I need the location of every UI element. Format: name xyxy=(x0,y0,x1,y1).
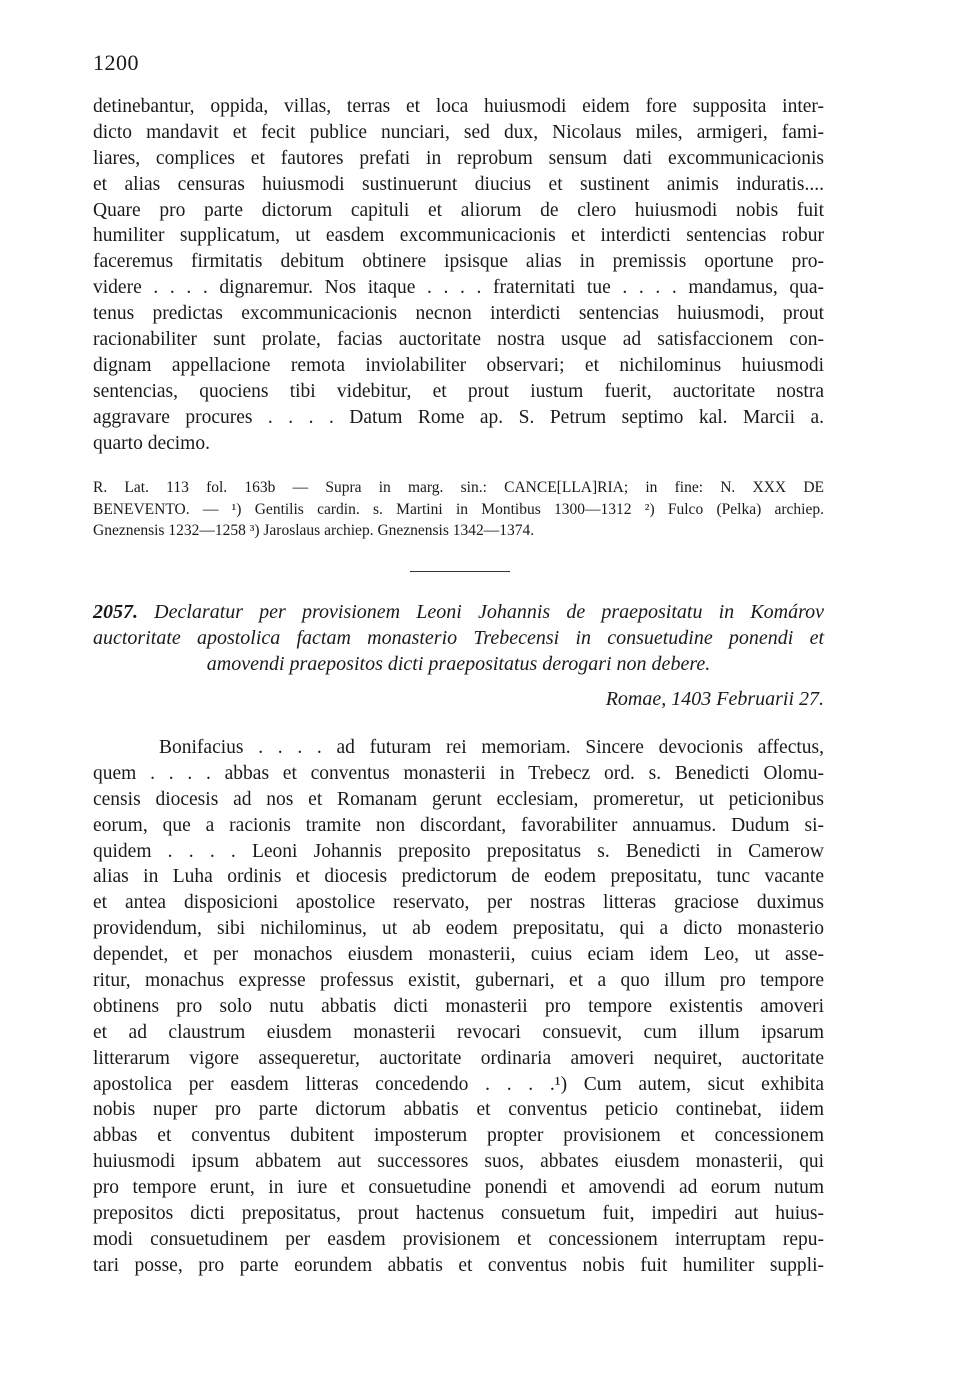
text-line: liares, complices et fautores prefati in reprobum sensum dati excommunicacionis xyxy=(93,147,824,169)
text-line: huiusmodi ipsum abbatem aut successores suos, abbates eiusdem monasterii, qui xyxy=(93,1151,824,1173)
text-line: et ad claustrum eiusdem monasterii revocari consuevit, cum illum ipsarum xyxy=(93,1021,824,1043)
document-body xyxy=(93,735,824,1279)
text-line: Quare pro parte dictorum capituli et aliorum de clero huiusmodi nobis fuit xyxy=(93,199,824,221)
text-line: litterarum vigore assequeretur, auctoritate ordinaria amoveri nequiret, auctoritate xyxy=(93,1047,824,1069)
text-line: videre . . . . dignaremur. Nos itaque . . . . fraternitati tue . . . . mandamus, qua- xyxy=(93,277,824,299)
text-line: prepositos dicti prepositatus, prout hactenus consuetum fuit, impediri aut huius- xyxy=(93,1203,824,1225)
note-line: BENEVENTO. — ¹) Gentilis cardin. s. Martini in Montibus 1300—1312 ²) Fulco (Pelka) archiep. xyxy=(93,500,824,518)
text-line: Bonifacius . . . . ad futuram rei memoriam. Sincere devocionis affectus, xyxy=(159,737,824,758)
text-line: detinebantur, oppida, villas, terras et loca huiusmodi eidem fore supposita inter- xyxy=(93,96,824,117)
text-line: censis diocesis ad nos et Romanam gerunt ecclesiam, promeretur, ut peticionibus xyxy=(93,788,824,810)
text-line: aggravare procures . . . . Datum Rome ap. S. Petrum septimo kal. Marcii a. xyxy=(93,406,824,428)
text-line: tari posse, pro parte eorundem abbatis et conventus nobis fuit humiliter suppli- xyxy=(93,1254,824,1276)
text-line: racionabiliter sunt prolate, facias auctoritate nostra usque ad satisfaccionem con- xyxy=(93,329,824,351)
heading-text: Declaratur per provisionem Leoni Johannis de praepositatu in Komárov xyxy=(154,601,825,623)
text-line: dependet, et per monachos eiusdem monasterii, cuius eciam idem Leo, ut asse- xyxy=(93,944,824,966)
text-line: tenus predictas excommunicacionis necnon interdicti sentencias huiusmodi, prout xyxy=(93,303,824,325)
heading-line: amovendi praepositos dicti praepositatus derogari non debere. xyxy=(206,652,711,675)
document-heading xyxy=(93,600,824,678)
text-line: quidem . . . . Leoni Johannis preposito prepositatus s. Benedicti in Camerow xyxy=(93,840,824,862)
page-number: 1200 xyxy=(93,50,139,75)
text-line: et antea disposicioni apostolice reservato, per nostras litteras graciose duximus xyxy=(93,892,824,914)
text-line: nobis nuper pro parte dictorum abbatis et conventus peticio continebat, iidem xyxy=(93,1099,824,1121)
text-line: obtinens pro solo nutu abbatis dicti monasterii pro tempore existentis amoveri xyxy=(93,995,824,1017)
text-line: pro tempore erunt, in iure et consuetudine ponendi et amovendi ad eorum nutum xyxy=(93,1177,824,1199)
note-line: Gneznensis 1232—1258 ³) Jaroslaus archiep. Gneznensis 1342—1374. xyxy=(93,522,535,539)
text-line: ritur, monachus expresse professus existit, gubernari, et a quo illum pro tempore xyxy=(93,970,824,992)
text-line: quarto decimo. xyxy=(93,432,210,454)
text-line: et alias censuras huiusmodi sustinuerunt diucius et sustinent animis induratis.... xyxy=(93,173,824,195)
text-line: modi consuetudinem per easdem provisionem et concessionem interruptam repu- xyxy=(93,1228,824,1250)
text-line: humiliter supplicatum, ut easdem excommunicacionis et interdicti sentencias robur xyxy=(93,225,824,247)
heading-line xyxy=(93,600,824,626)
text-line: eorum, que a racionis tramite non discordant, favorabiliter annuamus. Dudum si- xyxy=(93,814,824,836)
section-divider xyxy=(410,571,510,572)
text-line: abbas et conventus dubitent imposterum propter provisionem et concessionem xyxy=(93,1125,824,1147)
document-number: 2057. xyxy=(93,601,138,623)
text-line: sentencias, quociens tibi videbitur, et prout iustum fuerit, auctoritate nostra xyxy=(93,380,824,402)
text-line: faceremus firmitatis debitum obtinere ipsisque alias in premissis oportune pro- xyxy=(93,251,824,273)
text-line: quem . . . . abbas et conventus monasterii in Trebecz ord. s. Benedicti Olomu- xyxy=(93,762,824,784)
dateline: Romae, 1403 Februarii 27. xyxy=(605,688,824,710)
note-line: R. Lat. 113 fol. 163b — Supra in marg. sin.: CANCE[LLA]RIA; in fine: N. XXX DE xyxy=(93,479,824,496)
heading-line: auctoritate apostolica factam monasterio Trebecensi in consuetudine ponendi et xyxy=(93,626,824,649)
paragraph-continued xyxy=(93,94,824,456)
text-line: apostolica per easdem litteras concedendo . . . .¹) Cum autem, sicut exhibita xyxy=(93,1073,824,1095)
footnotes xyxy=(93,477,824,542)
text-line: dignam appellacione remota inviolabiliter observari; et nichilominus huiusmodi xyxy=(93,354,824,376)
text-line: alias in Luha ordinis et diocesis predictorum de eodem prepositatu, tunc vacante xyxy=(93,866,824,888)
text-line: dicto mandavit et fecit publice nunciari, sed dux, Nicolaus miles, armigeri, fami- xyxy=(93,121,824,143)
text-line: providendum, sibi nichilominus, ut ab eodem prepositatu, qui a dicto monasterio xyxy=(93,918,824,940)
